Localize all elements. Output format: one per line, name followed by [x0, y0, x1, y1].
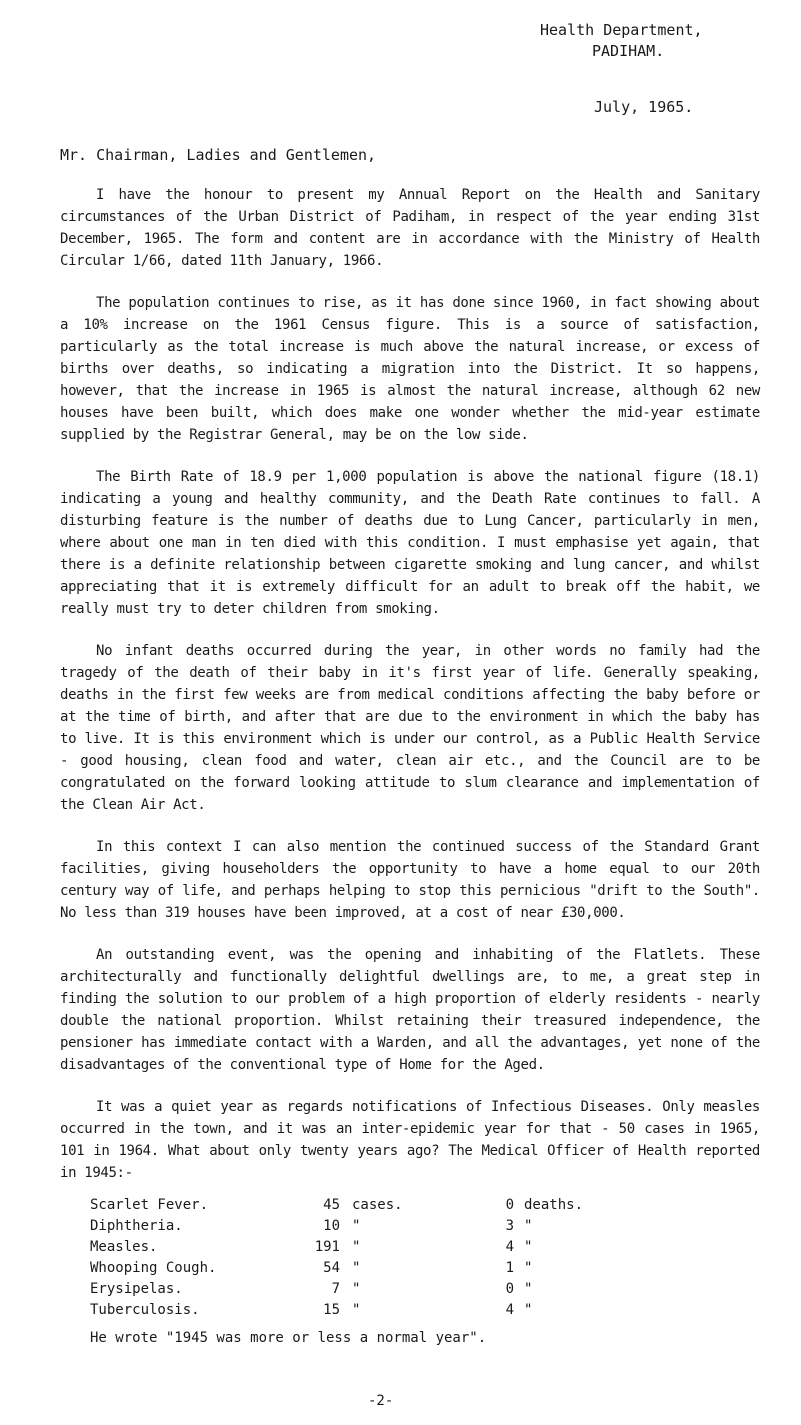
case-count: 15 — [323, 1302, 340, 1318]
table-row — [90, 1258, 770, 1279]
death-count: 4 — [505, 1302, 514, 1318]
table-row — [90, 1279, 770, 1300]
paragraph-infant-deaths: No infant deaths occurred during the year, in other words no family had the tragedy of the death of their baby in it's first year of life. Generally speaking, deaths in the first few weeks are from medical conditions affecting the baby before or at the time of birth, and after that are due to the environment in which the baby has to live. It is this environment which is under our control, as a Public Health Service - good housing, clean food and water, clean air etc., and the Council are to be congratulated on the forward looking attitude to slum clearance and implementation of the Clean Air Act. — [60, 643, 760, 813]
case-count: 10 — [323, 1218, 340, 1234]
table-row — [90, 1237, 770, 1258]
disease-name: Measles. — [90, 1239, 158, 1255]
death-unit: " — [524, 1260, 533, 1276]
paragraph-birth-death-rates: The Birth Rate of 18.9 per 1,000 population is above the national figure (18.1) indicating a young and healthy community, and the Death Rate continues to fall. A disturbing feature is the number of deaths due to Lung Cancer, particularly in men, where about one man in ten died with this condition. I must emphasise yet again, that there is a definite relationship between cigarette smoking and lung cancer, and whilst appreciating that it is extremely difficult for an adult to break off the habit, we really must try to deter children from smoking. — [60, 469, 760, 617]
case-unit: cases. — [352, 1197, 403, 1213]
death-count: 0 — [505, 1281, 514, 1297]
case-count: 191 — [314, 1239, 340, 1255]
death-count: 0 — [505, 1197, 514, 1213]
paragraph-standard-grant: In this context I can also mention the continued success of the Standard Grant facilities, giving householders the opportunity to have a home equal to our 20th century way of life, and perhaps helping to stop this pernicious "drift to the South". No less than 319 houses have been improved, at a cost of near £30,000. — [60, 839, 760, 921]
disease-name: Tuberculosis. — [90, 1302, 200, 1318]
report-date: July, 1965. — [594, 98, 694, 116]
report-body — [60, 145, 760, 1204]
disease-name: Diphtheria. — [90, 1218, 183, 1234]
case-count: 7 — [331, 1281, 340, 1297]
case-unit: " — [352, 1218, 361, 1234]
death-unit: " — [524, 1239, 533, 1255]
case-unit: " — [352, 1302, 361, 1318]
death-unit: " — [524, 1302, 533, 1318]
case-unit: " — [352, 1281, 361, 1297]
table-row — [90, 1300, 770, 1321]
paragraph-flatlets: An outstanding event, was the opening and inhabiting of the Flatlets. These architecturally and functionally delightful dwellings are, to me, a great step in finding the solution to our problem of a high proportion of elderly residents - nearly double the national proportion. Whilst retaining their treasured independence, the pensioner has immediate contact with a Warden, and all the advantages, yet none of the disadvantages of the conventional type of Home for the Aged. — [60, 947, 760, 1073]
disease-name: Whooping Cough. — [90, 1260, 217, 1276]
letterhead — [540, 20, 790, 62]
place-name: PADIHAM. — [592, 42, 665, 60]
death-unit: " — [524, 1218, 533, 1234]
paragraph-population: The population continues to rise, as it has done since 1960, in fact showing about a 10% increase on the 1961 Census figure. This is a source of satisfaction, particularly as the total increase is much above the natural increase, or excess of births over deaths, so indicating a migration into the District. It so happens, however, that the increase in 1965 is almost the natural increase, although 62 new houses have been built, which does make one wonder whether the mid-year estimate supplied by the Registrar General, may be on the low side. — [60, 295, 760, 443]
death-count: 1 — [505, 1260, 514, 1276]
death-unit: " — [524, 1281, 533, 1297]
case-count: 45 — [323, 1197, 340, 1213]
case-unit: " — [352, 1260, 361, 1276]
paragraph-introduction: I have the honour to present my Annual Report on the Health and Sanitary circumstances of the Urban District of Padiham, in respect of the year ending 31st December, 1965. The form and content are in accordance with the Ministry of Health Circular 1/66, dated 11th January, 1966. — [60, 187, 760, 269]
death-count: 3 — [505, 1218, 514, 1234]
closing-quote: He wrote "1945 was more or less a normal year". — [90, 1330, 487, 1346]
case-unit: " — [352, 1239, 361, 1255]
table-row — [90, 1195, 770, 1216]
disease-name: Scarlet Fever. — [90, 1197, 209, 1213]
salutation: Mr. Chairman, Ladies and Gentlemen, — [60, 146, 377, 164]
table-row — [90, 1216, 770, 1237]
death-unit: deaths. — [524, 1197, 584, 1213]
page-number: -2- — [368, 1393, 394, 1409]
disease-name: Erysipelas. — [90, 1281, 183, 1297]
paragraph-infectious-diseases: It was a quiet year as regards notifications of Infectious Diseases. Only measles occurred in the town, and it was an inter-epidemic year for that - 50 cases in 1965, 101 in 1964. What about only twenty years ago? The Medical Officer of Health reported in 1945:- — [60, 1099, 760, 1181]
death-count: 4 — [505, 1239, 514, 1255]
infectious-disease-table-1945 — [90, 1195, 770, 1321]
case-count: 54 — [323, 1260, 340, 1276]
department-name: Health Department, — [540, 21, 703, 39]
